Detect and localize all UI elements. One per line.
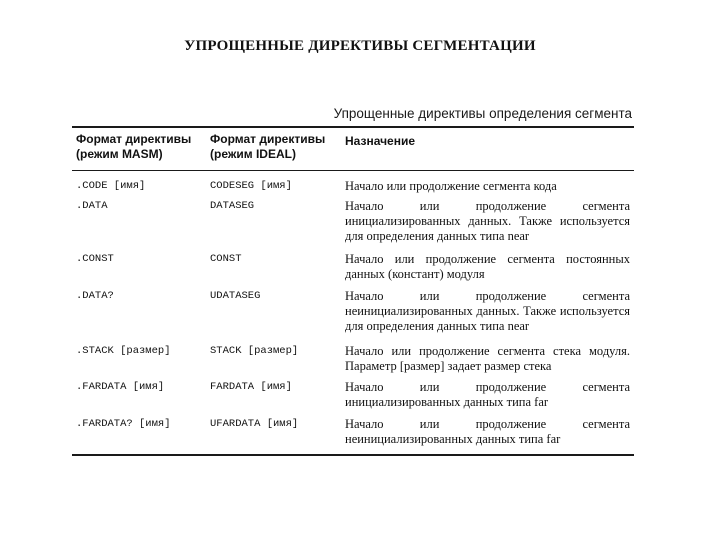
row-ideal-cell: UFARDATA [имя]: [210, 418, 299, 430]
row-masm-cell: .DATA: [76, 200, 108, 212]
row-masm-cell: .STACK [размер]: [76, 345, 171, 357]
row-purpose-cell: Начало или продолжение сегмента постоянных данных (констант) модуля: [345, 252, 630, 281]
row-purpose-cell: Начало или продолжение сегмента инициализированных данных. Также используется для определения данных типа near: [345, 199, 630, 243]
table-bottom-rule: [72, 454, 634, 456]
page-title: УПРОЩЕННЫЕ ДИРЕКТИВЫ СЕГМЕНТАЦИИ: [184, 38, 536, 54]
row-ideal-cell: FARDATA [имя]: [210, 381, 292, 393]
row-masm-cell: .FARDATA [имя]: [76, 381, 165, 393]
row-masm-cell: .CODE [имя]: [76, 180, 146, 192]
directives-table: [72, 100, 634, 458]
row-masm-cell: .CONST: [76, 253, 114, 265]
row-ideal-cell: CONST: [210, 253, 242, 265]
header-divider: [72, 170, 634, 171]
row-purpose-cell: Начало или продолжение сегмента неинициализированных данных. Также используется для определения данных типа near: [345, 289, 630, 333]
row-ideal-cell: STACK [размер]: [210, 345, 299, 357]
row-masm-cell: .FARDATA? [имя]: [76, 418, 171, 430]
row-ideal-cell: DATASEG: [210, 200, 255, 212]
row-ideal-cell: UDATASEG: [210, 290, 261, 302]
row-purpose-cell: Начало или продолжение сегмента инициализированных данных типа far: [345, 380, 630, 409]
header-ideal-format: Формат директивы (режим IDEAL): [210, 132, 326, 161]
table-top-rule: [72, 126, 634, 128]
row-purpose-cell: Начало или продолжение сегмента кода: [345, 179, 557, 193]
row-purpose-cell: Начало или продолжение сегмента неинициализированных данных типа far: [345, 417, 630, 446]
header-masm-format: Формат директивы (режим MASM): [76, 132, 192, 161]
table-caption: Упрощенные директивы определения сегмента: [333, 106, 632, 121]
header-purpose: Назначение: [345, 134, 416, 148]
row-purpose-cell: Начало или продолжение сегмента стека модуля. Параметр [размер] задает размер стека: [345, 344, 630, 373]
row-ideal-cell: CODESEG [имя]: [210, 180, 292, 192]
row-masm-cell: .DATA?: [76, 290, 114, 302]
